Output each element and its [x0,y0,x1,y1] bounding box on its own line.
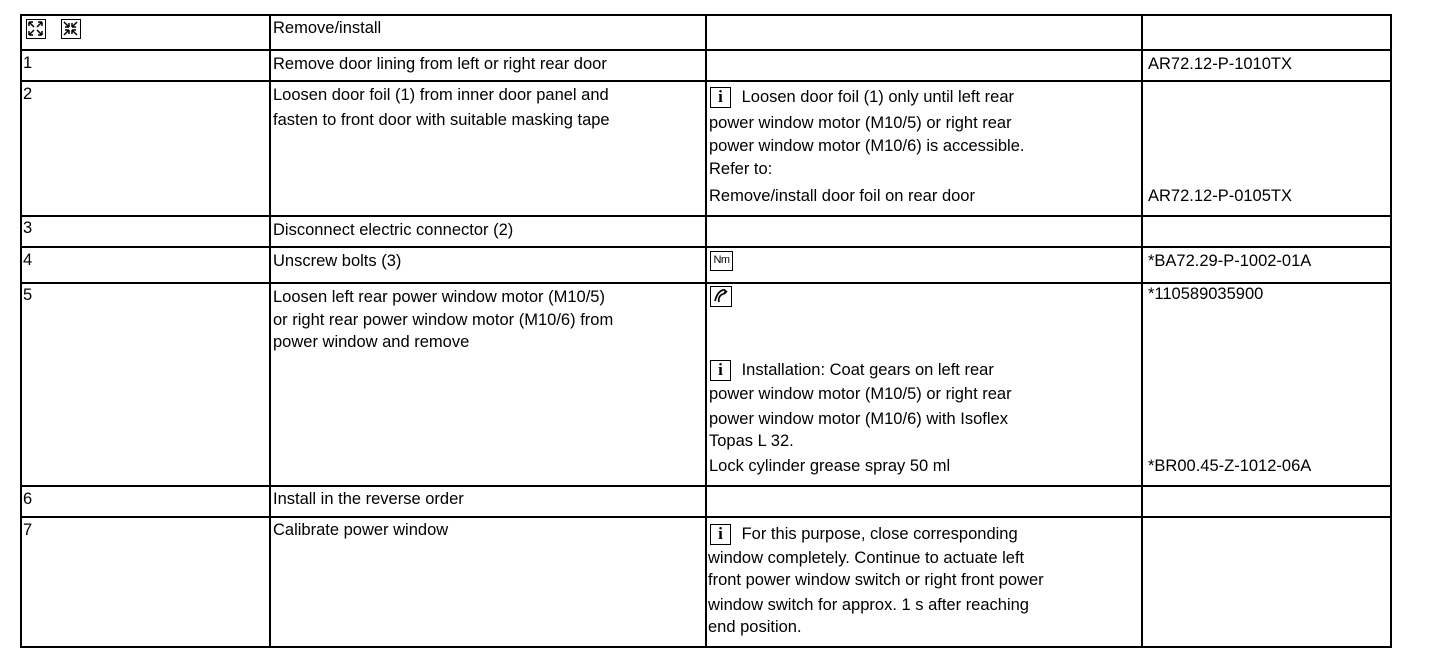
sub-reference-text: Lock cylinder grease spray 50 ml [709,457,951,475]
note-label: Loosen door foil (1) only until left rear [741,88,1014,106]
step-action: Install in the reverse order [273,490,464,508]
collapse-icon[interactable] [61,19,81,39]
info-icon: i [710,524,731,545]
step-number: 5 [23,286,33,304]
note-label: Installation: Coat gears on left rear [741,361,994,379]
step-action: power window and remove [273,333,470,351]
note-line: power window motor (M10/6) with Isoflex [709,410,1008,428]
step-action: Calibrate power window [273,521,449,539]
step-action: Loosen door foil (1) from inner door panel and [273,86,609,104]
info-note [710,523,1018,545]
step-number: 4 [23,251,33,269]
step-number: 6 [23,490,33,508]
header-title: Remove/install [273,19,382,37]
step-number: 2 [23,85,33,103]
step-reference[interactable]: AR72.12-P-1010TX [1148,55,1292,73]
note-line: power window motor (M10/5) or right rear [709,385,1012,403]
procedure-table [20,14,1392,648]
note-line: window completely. Continue to actuate left [708,549,1025,567]
table-rule [20,14,22,648]
info-note [710,359,994,381]
special-tool-icon[interactable] [710,286,732,307]
step-number: 7 [23,521,33,539]
step-number: 1 [23,54,33,72]
step-action: fasten to front door with suitable masking tape [273,111,610,129]
note-line: power window motor (M10/5) or right rear [709,114,1012,132]
step-action: Unscrew bolts (3) [273,252,402,270]
info-note [710,86,1014,108]
note-line: Topas L 32. [709,432,794,450]
step-reference[interactable]: *BR00.45-Z-1012-06A [1148,457,1312,475]
note-line: front power window switch or right front power [708,571,1044,589]
step-action: Disconnect electric connector (2) [273,221,514,239]
note-label: For this purpose, close corresponding [741,525,1018,543]
expand-icon[interactable] [26,19,46,39]
table-rule [1390,14,1392,648]
info-icon: i [710,87,731,108]
step-reference[interactable]: *110589035900 [1148,285,1264,303]
note-line: power window motor (M10/6) is accessible. [709,137,1025,155]
step-reference[interactable]: AR72.12-P-0105TX [1148,187,1292,205]
note-line: Refer to: [709,160,773,178]
torque-icon[interactable]: Nm [710,251,733,271]
step-action: or right rear power window motor (M10/6) from [273,311,614,329]
step-number: 3 [23,219,33,237]
step-reference[interactable]: *BA72.29-P-1002-01A [1148,252,1312,270]
note-line: window switch for approx. 1 s after reaching [708,596,1029,614]
table-rule [269,14,271,648]
step-action: Remove door lining from left or right rear door [273,55,607,73]
table-rule [1141,14,1143,648]
step-action: Loosen left rear power window motor (M10/5) [273,288,605,306]
sub-reference-text[interactable]: Remove/install door foil on rear door [709,187,975,205]
table-rule [705,14,707,648]
note-line: end position. [708,618,802,636]
info-icon: i [710,360,731,381]
